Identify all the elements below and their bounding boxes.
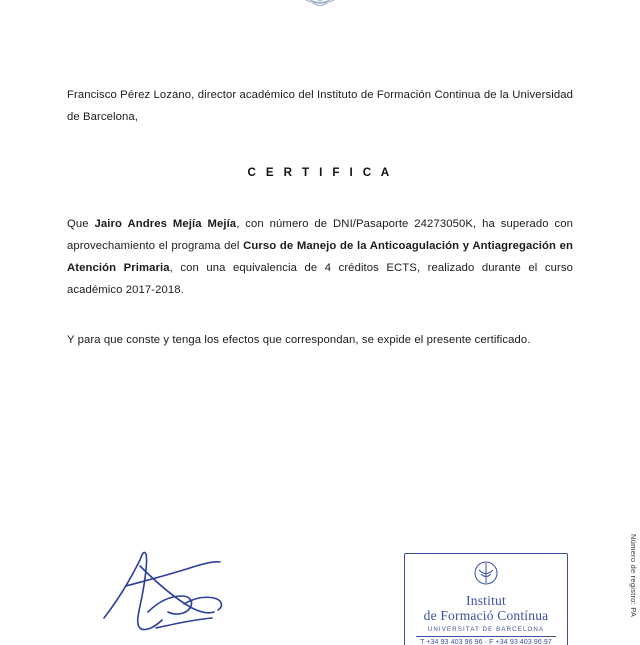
certificate-body [67, 84, 573, 351]
certification-paragraph [67, 213, 573, 301]
stamp-line-2: de Formació Contínua [423, 608, 549, 624]
stamp-divider [416, 636, 556, 637]
stamp-line-1: Institut [466, 593, 506, 608]
certifica-heading: C E R T I F I C A [247, 166, 393, 180]
registration-number-note: Número de registro: PA [629, 534, 638, 618]
body-segment-3: , con una equivalencia de 4 créditos ECTS, realizado durante el curso académico 2017-2018. [67, 262, 573, 297]
institution-stamp [404, 553, 572, 645]
body-segment-2: , con número de DNI/Pasaporte 24273050K, ha superado con aprovechamiento el programa del [67, 218, 573, 253]
student-name: Jairo Andres Mejía Mejía [94, 218, 237, 231]
university-logo-icon [275, 0, 365, 12]
seal-icon [473, 560, 499, 586]
stamp-line-3: UNIVERSITAT DE BARCELONA [427, 626, 545, 634]
body-segment-1: Que [67, 218, 95, 231]
closing-paragraph: Y para que conste y tenga los efectos que correspondan, se expide el presente certificado. [67, 334, 531, 347]
intro-paragraph: Francisco Pérez Lozano, director académico del Instituto de Formación Continua de la Universidad de Barcelona, [67, 89, 573, 124]
stamp-line-4: T +34 93 403 96 96 · F +34 93 403 96 97 [420, 639, 552, 645]
signature-image [96, 540, 246, 640]
course-name: Curso de Manejo de la Anticoagulación y Antiagregación en Atención Primaria [67, 240, 573, 275]
stamp-border [404, 553, 568, 645]
